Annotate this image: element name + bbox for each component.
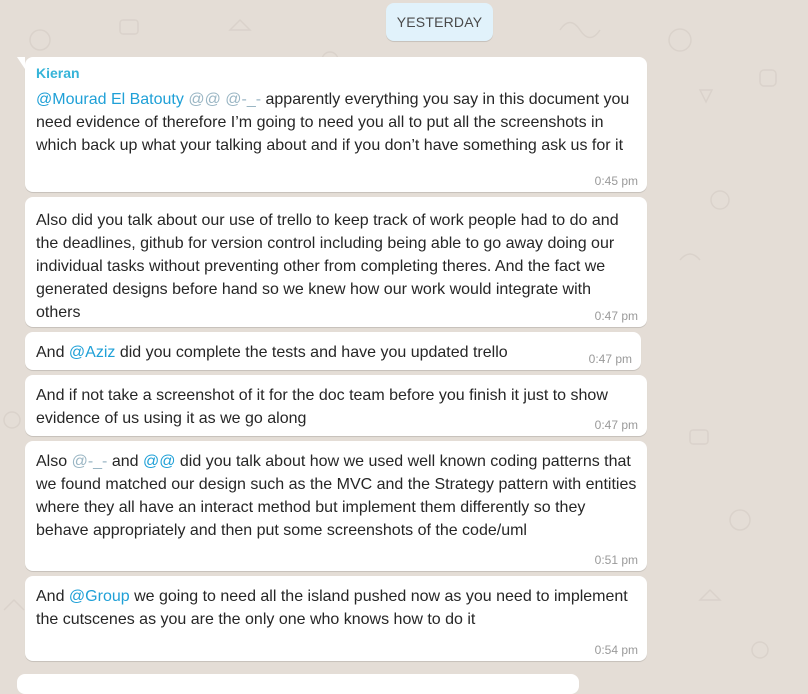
mention-link[interactable]: @@ <box>142 453 176 470</box>
message-text: Also did you talk about our use of trello to keep track of work people had to do and the deadlines, github for version control including being able to go away doing our individual tasks without preventing other from completing theres. And the fact we generated designs before hand so we knew how our work would integrate with others <box>36 212 619 321</box>
message-bubble[interactable] <box>25 57 647 192</box>
message-bubble[interactable] <box>25 375 647 436</box>
message-conjunction: and <box>107 453 143 470</box>
message-time: 0:47 pm <box>594 309 638 323</box>
message-time: 0:45 pm <box>594 174 638 188</box>
message-body: we going to need all the island pushed now as you need to implement the cutscenes as you are the only one who knows how to do it <box>36 588 628 628</box>
message-bubble[interactable] <box>25 441 647 571</box>
date-divider-label: YESTERDAY <box>396 14 483 30</box>
message-prefix: And <box>36 588 69 605</box>
message-bubble[interactable] <box>25 332 641 370</box>
message-text <box>36 88 637 157</box>
message-text <box>36 450 637 542</box>
message-prefix: And <box>36 344 69 361</box>
sender-name[interactable]: Kieran <box>36 65 80 81</box>
message-text <box>36 585 637 631</box>
message-bubble[interactable] <box>25 197 647 327</box>
message-time: 0:47 pm <box>594 418 638 432</box>
message-body: did you complete the tests and have you updated trello <box>115 344 508 361</box>
date-divider <box>386 3 493 41</box>
message-text: And if not take a screenshot of it for the doc team before you finish it just to show evidence of us using it as we go along <box>36 387 608 427</box>
message-body: apparently everything you say in this document you need evidence of therefore I’m going to need you all to put all the screenshots in which back up what your talking about and if you don’t have something ask us for it <box>36 91 630 154</box>
message-prefix: Also <box>36 453 72 470</box>
message-bubble[interactable] <box>25 576 647 661</box>
mention-link[interactable]: @Group <box>68 588 130 605</box>
mention-link[interactable]: @@ <box>188 91 221 108</box>
message-time: 0:47 pm <box>588 352 632 366</box>
message-time: 0:54 pm <box>594 643 638 657</box>
message-text <box>36 341 631 364</box>
mention-link[interactable]: @-_- <box>225 91 262 108</box>
mention-link[interactable]: @Mourad El Batouty <box>36 91 184 108</box>
mention-link[interactable]: @-_- <box>71 453 108 470</box>
mention-link[interactable]: @Aziz <box>68 344 116 361</box>
message-time: 0:51 pm <box>594 553 638 567</box>
message-bubble-partial <box>17 674 579 694</box>
message-body: did you talk about how we used well known coding patterns that we found matched our design such as the MVC and the Strategy pattern with entities where they all have an interact method but implement them differently so they behave appropriately and then put some screenshots of the code/uml <box>36 453 637 539</box>
